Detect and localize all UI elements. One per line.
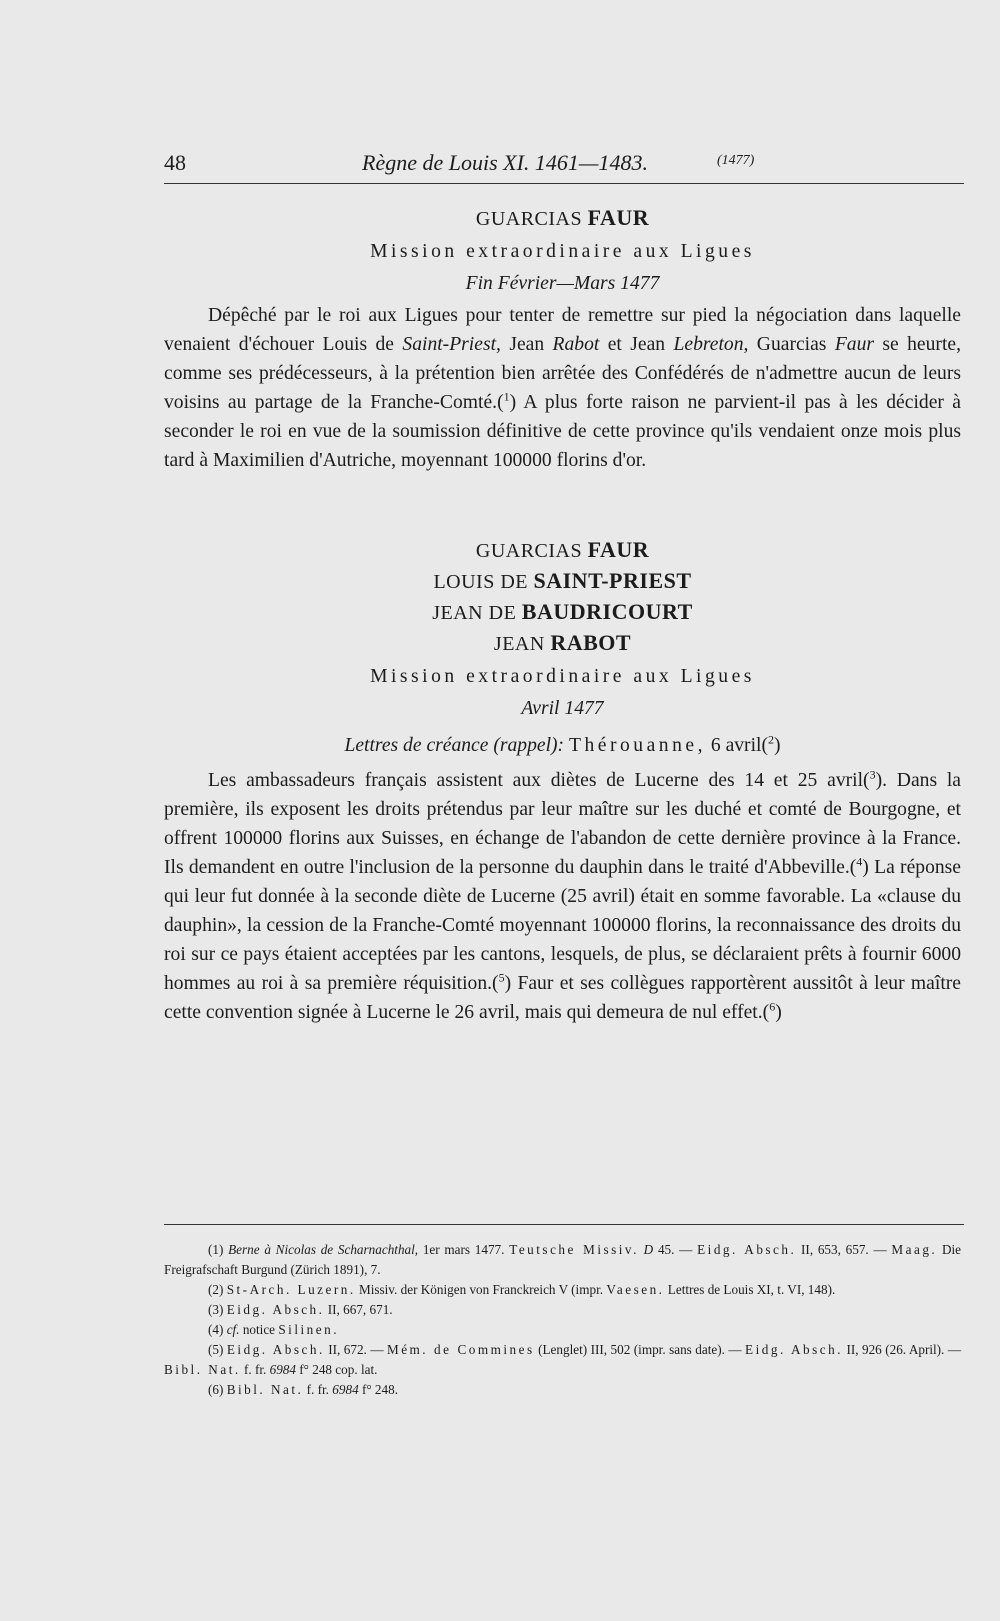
text-run: Les ambassadeurs français assistent aux diètes de Lucerne des 14 et 25 avril — [208, 770, 864, 791]
text-run: et Jean — [599, 334, 674, 355]
footnote-ref: 2 — [768, 732, 774, 747]
section2-mission: Mission extraordinaire aux Ligues — [370, 666, 755, 687]
footnote-text: f° 248. — [358, 1382, 398, 1397]
footnote-number: (4) — [208, 1322, 227, 1337]
footnote-text: Eidg. Absch. — [745, 1342, 843, 1357]
section2-heading-2 — [164, 566, 961, 597]
footnote-text: Missiv. der Königen von Franckreich V (impr. — [355, 1282, 607, 1297]
text-run: Jean — [500, 334, 553, 355]
section2-paragraph: Les ambassadeurs français assistent aux diètes de Lucerne des 14 et 25 avril($^3$). Dans la première, ils exposent les droits prétendus par leur maître sur les duché et comté de Bourgogne, et offrent 100000 florins aux Suisses, en échange de l'abandon de cette dernière province à la France. Ils demandent en outre l'inclusion de la personne du dauphin dans le traité d'Abbeville.($^4$) La réponse qui leur fut donnée à la seconde diète de Lucerne (25 avril) était en somme favorable. La «clause du dauphin», la cession de la Franche-Comté moyennant 100000 florins, la reconnaissance des droits du roi sur ce pays étaient acceptées par les cantons, lesquels, de plus, se déclaraient prêts à fournir 6000 hommes au roi à sa première réquisition.($^5$) Faur et ses collègues rapportèrent aussitôt à leur maître cette convention signée à Lucerne le 26 avril, mais qui demeura de nul effet.($^6$) — [164, 767, 962, 1023]
heading-name-bold: SAINT-PRIEST — [533, 568, 692, 593]
text-run: Guarcias — [748, 334, 835, 355]
running-header — [164, 150, 964, 180]
text-run: se heurte, comme ses prédécesseurs, à la prétention bien arrêtée des Confédérés de n'admettre aucun de leurs voisins au partage de la Franche-Comté. — [164, 334, 961, 413]
footnote-ref: 3 — [869, 767, 876, 782]
heading-name-plain: JEAN — [493, 633, 545, 655]
footnote — [164, 1320, 961, 1340]
heading-name-plain: JEAN DE — [432, 602, 517, 624]
heading-name-plain: GUARCIAS — [475, 540, 583, 562]
running-title: Règne de Louis XI. 1461—1483. — [362, 150, 648, 175]
footnote-text: 6984 — [269, 1362, 296, 1377]
footnote-text: f. fr. — [240, 1362, 270, 1377]
footnote-number: (5) — [208, 1342, 227, 1357]
reference-label: Lettres de créance (rappel): — [344, 735, 565, 756]
text-run: A plus forte raison ne parvient-il pas à les décider à seconder le roi en vue de la soumission définitive de cette province qu'ils vendaient onze mois plus tard à Maximilien d'Autriche, moyennant 100000 florins d'or. — [164, 392, 962, 471]
footnote-number: (2) — [208, 1282, 227, 1297]
section1-mission: Mission extraordinaire aux Ligues — [370, 241, 755, 262]
footnote-text: II, 672. — — [324, 1342, 387, 1357]
footnote-text: f. fr. — [303, 1382, 333, 1397]
section1-paragraph: Dépêché par le roi aux Ligues pour tenter de remettre sur pied la négociation dans laquelle venaient d'échouer Louis de Saint-Priest, Jean Rabot et Jean Lebreton, Guarcias Faur se heurte, comme ses prédécesseurs, à la prétention bien arrêtée des Confédérés de n'admettre aucun de leurs voisins au partage de la Franche-Comté.($^1$) A plus forte raison ne parvient-il pas à les décider à seconder le roi en vue de la soumission définitive de cette province qu'ils vendaient onze mois plus tard à Maximilien d'Autriche, moyennant 100000 florins d'or. — [164, 305, 962, 471]
footnote-text: f° 248 cop. lat. — [295, 1362, 378, 1377]
footnote-number: (3) — [208, 1302, 227, 1317]
footnote-text: Teutsche Missiv. — [509, 1242, 639, 1257]
heading-name-plain: LOUIS DE — [433, 571, 528, 593]
footnote-ref: 5 — [498, 970, 505, 985]
footnote-ref: 4 — [856, 854, 863, 869]
heading-name-bold: FAUR — [587, 537, 650, 562]
section1-heading — [164, 203, 961, 234]
footnote — [164, 1300, 961, 1320]
footnote — [164, 1340, 961, 1380]
footnote-ref: 1 — [503, 389, 510, 404]
header-rule — [164, 183, 964, 184]
heading-name-bold: RABOT — [550, 630, 632, 655]
reference-date: 6 avril — [705, 735, 762, 756]
section2-heading-3 — [164, 597, 961, 628]
footnote-text: (Lenglet) III, 502 (impr. sans date). — — [534, 1342, 746, 1357]
text-run-italic: Lebreton, — [673, 334, 749, 355]
footnote — [164, 1380, 961, 1400]
footnote-text: 1er mars 1477. — [418, 1242, 510, 1257]
main-text — [164, 203, 961, 1027]
footnote-text: Vaesen. — [606, 1282, 665, 1297]
section2-reference: Lettres de créance (rappel): Thérouanne, 6 avril($^2$) — [344, 732, 781, 756]
heading-name-bold: FAUR — [587, 205, 650, 230]
footnote — [164, 1240, 961, 1280]
text-run: La réponse qui leur fut donnée à la seconde diète de Lucerne (25 avril) était en somme favorable. La «clause du dauphin», la cession de la Franche-Comté moyennant 100000 florins, la reconnaissance des droits du roi sur ce pays étaient acceptées par les cantons, lesquels, de plus, se déclaraient prêts à fournir 6000 hommes au roi à sa première réquisition. — [164, 857, 961, 994]
footnote-text: Die Freigrafschaft Burgund (Zürich 1891), 7. — [164, 1242, 961, 1277]
section2-heading-4 — [164, 628, 961, 659]
heading-name-bold: BAUDRICOURT — [521, 599, 693, 624]
text-run: Dépêché par le roi aux Ligues pour tenter de remettre sur pied la négociation dans laquelle venaient d'échouer Louis de — [164, 305, 961, 355]
text-run-italic: Faur — [834, 334, 875, 355]
footnote-text: II, 667, 671. — [324, 1302, 393, 1317]
footnote-text: Berne à Nicolas de Scharnachthal, — [228, 1242, 419, 1257]
footnote-text: notice — [239, 1322, 279, 1337]
footnote-text: 6984 — [332, 1382, 359, 1397]
footnote-ref: 6 — [769, 999, 776, 1014]
footnote-number: (6) — [208, 1382, 227, 1397]
section1-date: Fin Février—Mars 1477 — [465, 273, 660, 294]
page-number: 48 — [164, 150, 186, 175]
reference-place: Thérouanne, — [569, 735, 706, 756]
footnote-text: St-Arch. Luzern. — [226, 1282, 356, 1297]
section2-heading-1 — [164, 535, 961, 566]
text-run: . Dans la première, ils exposent les droits prétendus par leur maître sur les duché et comté de Bourgogne, et offrent 100000 florins aux Suisses, en échange de l'abandon de cette dernière province à la France. Ils demandent en outre l'inclusion de la personne du dauphin dans le traité d'Abbeville. — [164, 770, 962, 878]
footnote — [164, 1280, 961, 1300]
section2-date: Avril 1477 — [521, 698, 604, 719]
text-run-italic: Saint-Priest, — [402, 334, 501, 355]
footnote-text: cf. — [226, 1322, 240, 1337]
footnote-text: Silinen. — [278, 1322, 340, 1337]
footnote-text: 45. — — [653, 1242, 698, 1257]
footnote-text: Mém. de Commines — [386, 1342, 535, 1357]
footnote-text: Eidg. Absch. — [226, 1302, 325, 1317]
footnote-text: Eidg. Absch. — [697, 1242, 797, 1257]
footnote-number: (1) — [208, 1242, 229, 1257]
year-marker: (1477) — [717, 153, 755, 168]
footnote-text: II, 926 (26. April). — — [842, 1342, 962, 1357]
footnote-text: II, 653, 657. — — [796, 1242, 892, 1257]
footnote-text: Eidg. Absch. — [226, 1342, 325, 1357]
footnote-text: Lettres de Louis XI, t. VI, 148). — [664, 1282, 836, 1297]
footnote-text: Bibl. Nat. — [164, 1362, 241, 1377]
footnote-rule — [164, 1224, 964, 1225]
text-run-italic: Rabot — [552, 334, 600, 355]
footnote-text: D — [638, 1242, 654, 1257]
footnotes — [164, 1240, 961, 1400]
footnote-text: Maag. — [891, 1242, 938, 1257]
footnote-text: Bibl. Nat. — [226, 1382, 304, 1397]
heading-name-plain: GUARCIAS — [475, 208, 583, 230]
text-run: Faur et ses collègues rapportèrent aussitôt à leur maître cette convention signée à Lucerne le 26 avril, mais qui demeura de nul effet. — [164, 973, 961, 1023]
